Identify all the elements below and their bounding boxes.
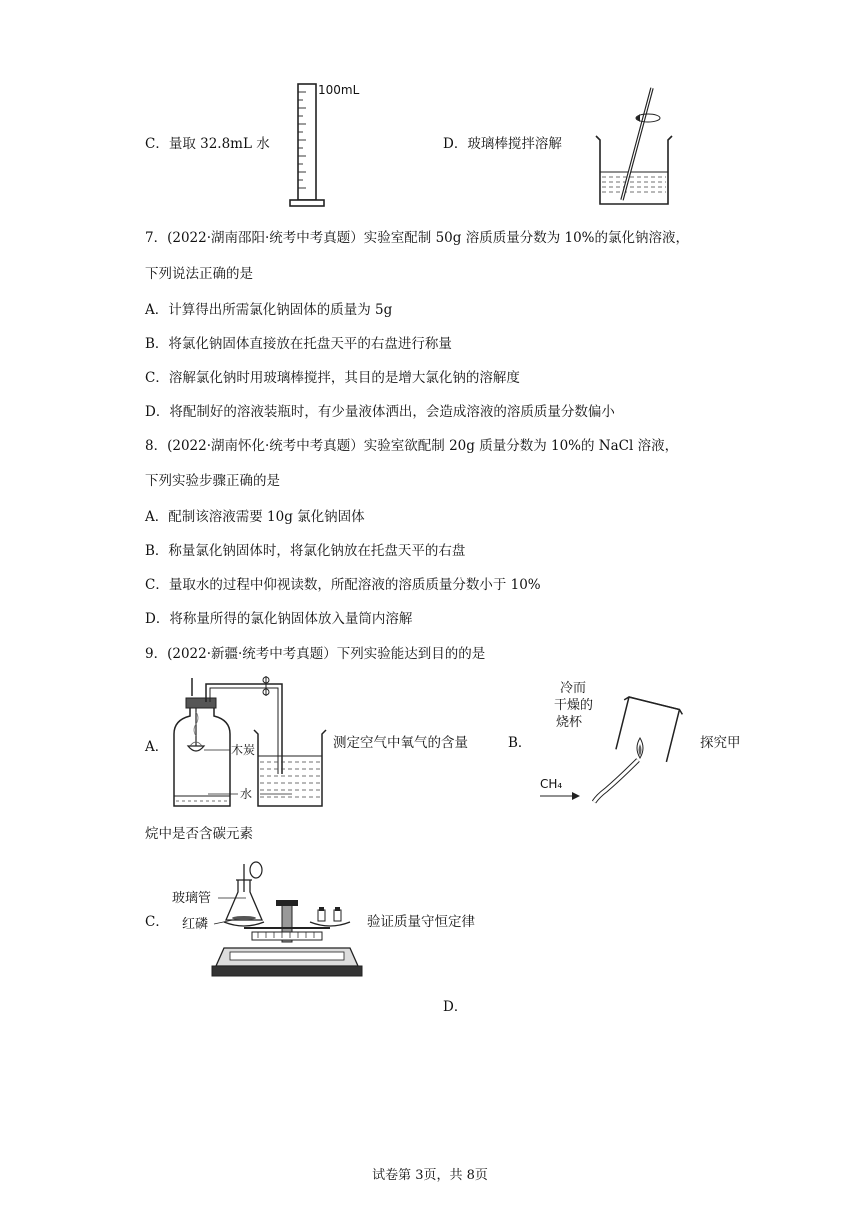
q9-option-b-label: 探究甲 xyxy=(700,735,741,751)
q8-option-a: A．配制该溶液需要 10g 氯化钠固体 xyxy=(145,509,365,525)
water-label: 水 xyxy=(240,787,253,801)
q7-option-a: A．计算得出所需氯化钠固体的质量为 5g xyxy=(145,302,393,318)
q8-option-d: D．将称量所得的氯化钠固体放入量筒内溶解 xyxy=(145,611,413,627)
cold-dry-beaker-line3: 烧杯 xyxy=(556,715,583,730)
q8-stem-line2: 下列实验步骤正确的是 xyxy=(145,473,280,489)
cold-dry-beaker-line2: 干燥的 xyxy=(554,698,594,713)
ch4-label: CH₄ xyxy=(540,777,563,791)
graduated-cylinder-figure xyxy=(288,78,368,213)
mass-conservation-balance-figure xyxy=(168,858,368,988)
q8-option-c: C．量取水的过程中仰视读数，所配溶液的溶质质量分数小于 10% xyxy=(145,577,541,593)
red-phosphorus-label: 红磷 xyxy=(182,917,209,932)
q9-option-c-label: 验证质量守恒定律 xyxy=(367,914,475,930)
q7-option-d: D．将配制好的溶液装瓶时，有少量液体洒出，会造成溶液的溶质质量分数偏小 xyxy=(145,404,615,420)
q8-stem-line1: 8．(2022·湖南怀化·统考中考真题）实验室欲配制 20g 质量分数为 10%的 NaCl 溶液， xyxy=(145,438,679,454)
cylinder-mark-text: 100mL xyxy=(318,83,360,97)
beaker-stirring-figure xyxy=(590,84,680,210)
q8-option-b: B．称量氯化钠固体时，将氯化钠放在托盘天平的右盘 xyxy=(145,543,466,559)
q7-option-b: B．将氯化钠固体直接放在托盘天平的右盘进行称量 xyxy=(145,336,452,352)
charcoal-label: 木炭 xyxy=(231,743,256,757)
q9-option-b-letter: B． xyxy=(508,735,532,751)
q7-option-c: C．溶解氯化钠时用玻璃棒搅拌，其目的是增大氯化钠的溶解度 xyxy=(145,370,520,386)
q9-option-c-letter: C． xyxy=(145,914,169,930)
glass-tube-label: 玻璃管 xyxy=(172,891,212,906)
page-footer: 试卷第 3页，共 8页 xyxy=(372,1168,488,1183)
q9-option-a-letter: A． xyxy=(145,739,169,755)
methane-burning-figure xyxy=(536,678,684,808)
q7-stem-line1: 7．(2022·湖南邵阳·统考中考真题）实验室配制 50g 溶质质量分数为 10%的氯化钠溶液， xyxy=(145,230,689,246)
oxygen-content-apparatus-figure xyxy=(168,674,328,812)
q7-stem-line2: 下列说法正确的是 xyxy=(145,266,253,282)
q9-option-a-label: 测定空气中氧气的含量 xyxy=(333,735,468,751)
q9-stem: 9．(2022·新疆·统考中考真题）下列实验能达到目的的是 xyxy=(145,646,486,662)
q6-option-d-label: D．玻璃棒搅拌溶解 xyxy=(443,136,562,152)
q6-option-c-label: C．量取 32.8mL 水 xyxy=(145,136,270,152)
q9-option-d-letter: D． xyxy=(443,999,468,1015)
cold-dry-beaker-line1: 冷而 xyxy=(560,681,587,696)
q9-option-b-continuation: 烷中是否含碳元素 xyxy=(145,826,253,842)
